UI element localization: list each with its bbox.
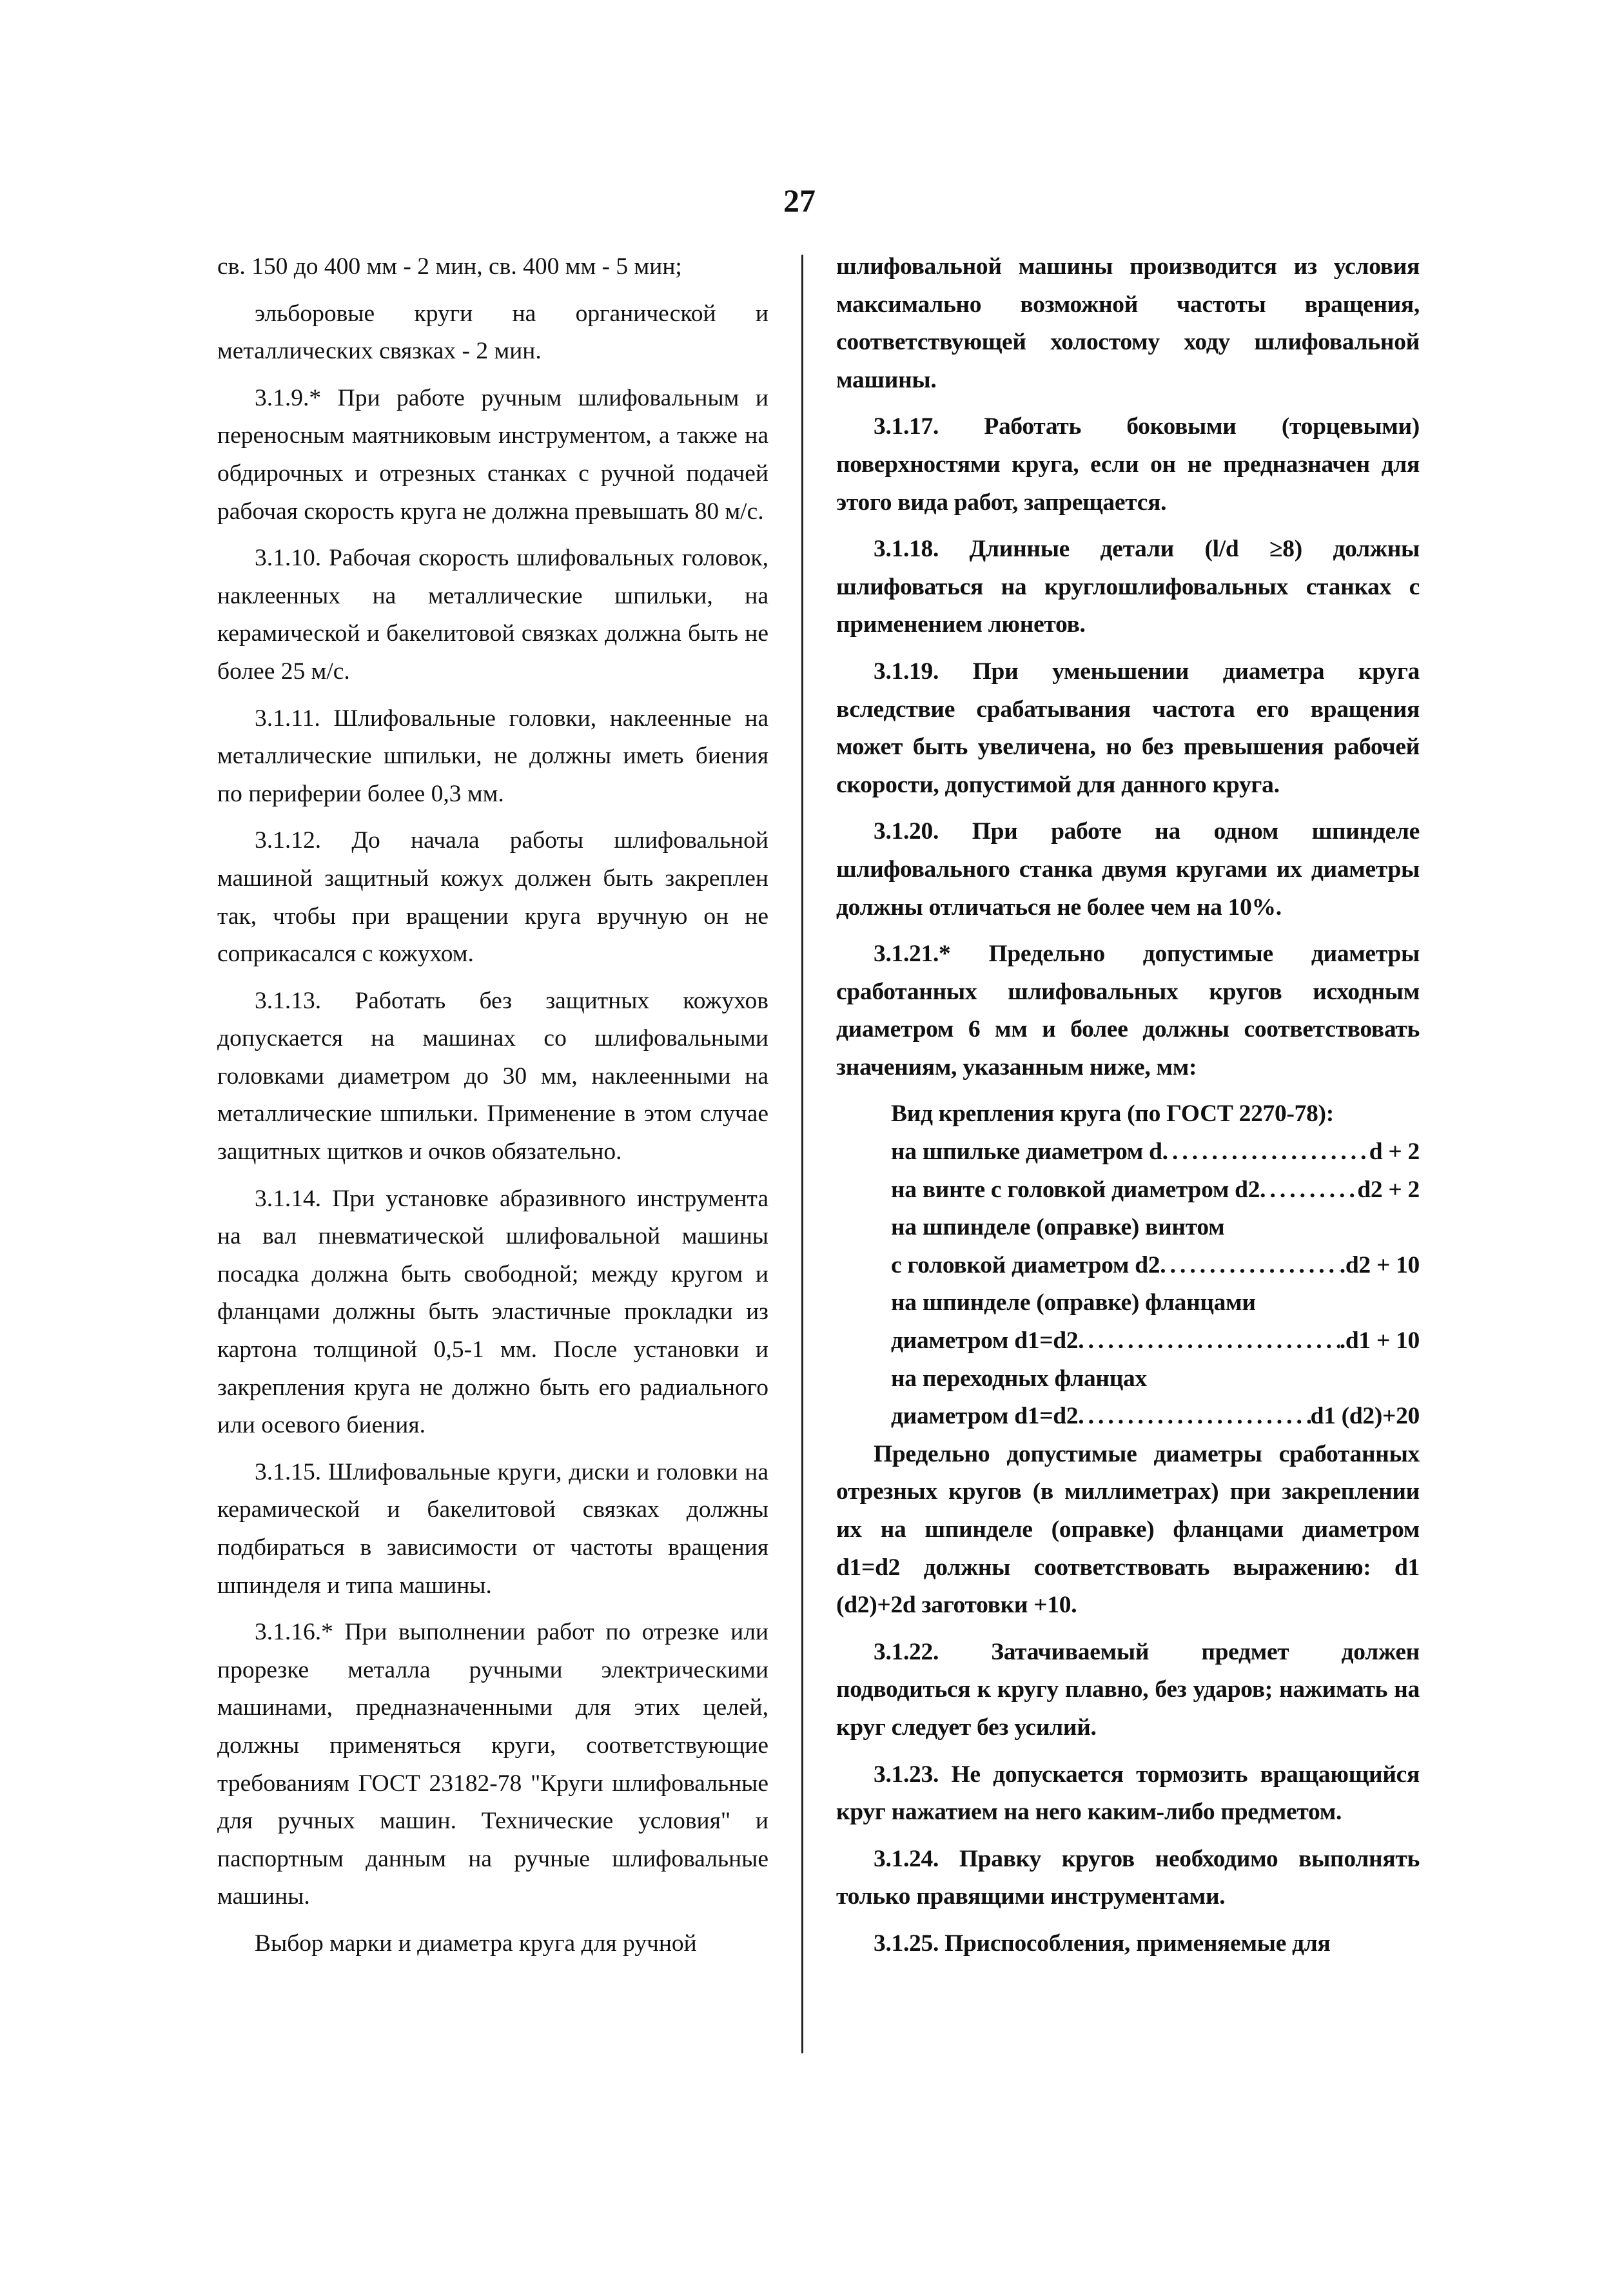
dot-leader <box>1160 1247 1340 1285</box>
mount-list-row <box>836 1247 1420 1285</box>
right-bottom-paragraph: Предельно допустимые диаметры сработанных отрезных кругов (в миллиметрах) при закреплении их на шпинделе (оправке) фланцами диаметром d1=d2 должны соответствовать выражению: d1 (d2)+2d заготовки +10. <box>836 1440 1420 1619</box>
right-column <box>836 248 1420 1963</box>
mount-list-row: на переходных фланцах <box>891 1365 1147 1392</box>
mount-row-label: диаметром d1=d2 <box>891 1327 1079 1355</box>
right-top-paragraph: 3.1.17. Работать боковыми (торцевыми) поверхностями круга, если он не предназначен для этого вида работ, запрещается. <box>836 413 1420 516</box>
mount-list <box>836 1095 1420 1435</box>
column-divider <box>801 255 803 2053</box>
dot-leader <box>1078 1398 1310 1436</box>
mount-row-value: .d2 + 10 <box>1339 1251 1420 1278</box>
right-column-top <box>836 248 1420 1086</box>
mount-list-row <box>836 1322 1420 1360</box>
mount-row-value: d2 + 2 <box>1357 1176 1420 1203</box>
left-paragraph: 3.1.15. Шлифовальные круги, диски и головки на керамической и бакелитовой связках должны подбираться в зависимости от частоты вращения шпинделя и типа машины. <box>217 1458 768 1599</box>
right-bottom-paragraph: 3.1.22. Затачиваемый предмет должен подводиться к кругу плавно, без ударов; нажимать на круг следует без усилий. <box>836 1638 1420 1741</box>
left-paragraph: 3.1.12. До начала работы шлифовальной машиной защитный кожух должен быть закреплен так, чтобы при вращении круга вручную он не соприкасался с кожухом. <box>217 827 768 968</box>
left-paragraph: Выбор марки и диаметра круга для ручной <box>255 1930 697 1957</box>
dot-leader <box>1162 1133 1369 1171</box>
left-paragraph: 3.1.9.* При работе ручным шлифовальным и переносным маятниковым инструментом, а также на обдирочных и отрезных станках с ручной подачей рабочая скорость круга не должна превышать 80 м/с. <box>217 384 768 525</box>
left-paragraph: эльборовые круги на органической и металлических связках - 2 мин. <box>217 300 768 365</box>
mount-row-value: .d1 + 10 <box>1339 1327 1420 1355</box>
page-number: 27 <box>783 182 816 219</box>
right-top-paragraph: 3.1.18. Длинные детали (l/d ≥8) должны шлифоваться на круглошлифовальных станках с применением люнетов. <box>836 536 1420 638</box>
mount-row-label: диаметром d1=d2 <box>891 1403 1079 1430</box>
right-bottom-paragraph: 3.1.24. Правку кругов необходимо выполнять только правящими инструментами. <box>836 1845 1420 1910</box>
right-column-bottom <box>836 1436 1420 1963</box>
right-bottom-paragraph: 3.1.25. Приспособления, применяемые для <box>874 1930 1331 1957</box>
mount-row-value: d1 (d2)+20 <box>1310 1403 1420 1430</box>
mount-row-label: на шпильке диаметром d <box>891 1139 1162 1166</box>
left-paragraph: 3.1.10. Рабочая скорость шлифовальных головок, наклеенных на металлические шпильки, на керамической и бакелитовой связках должна быть не более 25 м/с. <box>217 545 768 685</box>
mount-row-label: с головкой диаметром d2 <box>891 1251 1160 1278</box>
left-paragraph: 3.1.13. Работать без защитных кожухов допускается на машинах со шлифовальными головками диаметром до 30 мм, наклеенными на металлические шпильки. Применение в этом случае защитных щитков и очков обязательно. <box>217 987 768 1166</box>
mount-row-value: d + 2 <box>1369 1139 1420 1166</box>
left-paragraph: 3.1.16.* При выполнении работ по отрезке или прорезке металла ручными электрическими машинами, предназначенными для этих целей, должны применяться круги, соответствующие требованиям ГОСТ 23182-78 "Круги шлифовальные для ручных машин. Технические условия" и паспортным данным на ручные шлифовальные машины. <box>217 1619 768 1910</box>
right-top-paragraph: 3.1.21.* Предельно допустимые диаметры сработанных шлифовальных кругов исходным диаметром 6 мм и более должны соответствовать значениям, указанным ниже, мм: <box>836 941 1420 1081</box>
mount-list-heading: Вид крепления круга (по ГОСТ 2270-78): <box>891 1100 1334 1128</box>
right-top-paragraph: 3.1.19. При уменьшении диаметра круга вследствие срабатывания частота его вращения может быть увеличена, но без превышения рабочей скорости, допустимой для данного круга. <box>836 658 1420 798</box>
left-column <box>217 248 768 1963</box>
mount-list-row: на шпинделе (оправке) фланцами <box>891 1289 1256 1316</box>
mount-list-row <box>836 1171 1420 1209</box>
left-paragraph: св. 150 до 400 мм - 2 мин, св. 400 мм - 5 мин; <box>217 253 682 280</box>
right-top-paragraph: шлифовальной машины производится из условия максимально возможной частоты вращения, соответствующей холостому ходу шлифовальной машины. <box>836 253 1420 393</box>
left-paragraph: 3.1.11. Шлифовальные головки, наклеенные на металлические шпильки, не должны иметь биения по периферии более 0,3 мм. <box>217 705 768 807</box>
left-paragraph: 3.1.14. При установке абразивного инструмента на вал пневматической шлифовальной машины посадка должна быть свободной; между кругом и фланцами должны быть эластичные прокладки из картона толщиной 0,5-1 мм. После установки и закрепления круга не должно быть его радиального или осевого биения. <box>217 1185 768 1439</box>
mount-row-label: на винте с головкой диаметром d2 <box>891 1176 1260 1203</box>
right-top-paragraph: 3.1.20. При работе на одном шпинделе шлифовального станка двумя кругами их диаметры должны отличаться не более чем на 10%. <box>836 818 1420 921</box>
right-bottom-paragraph: 3.1.23. Не допускается тормозить вращающийся круг нажатием на него каким-либо предметом. <box>836 1761 1420 1826</box>
mount-list-row: на шпинделе (оправке) винтом <box>891 1214 1225 1241</box>
mount-list-row <box>836 1398 1420 1436</box>
dot-leader <box>1078 1322 1340 1360</box>
mount-list-row <box>836 1133 1420 1171</box>
dot-leader <box>1260 1171 1357 1209</box>
